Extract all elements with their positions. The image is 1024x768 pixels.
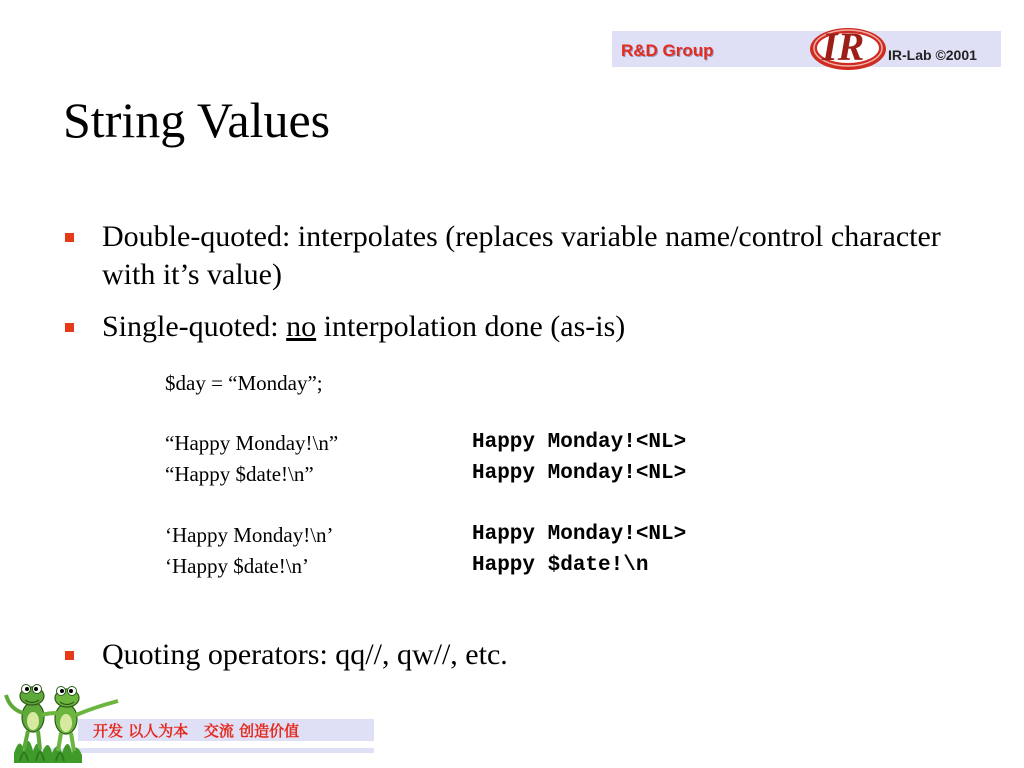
bullet-text: Double-quoted: interpolates (replaces variable name/control character with it’s value)	[102, 220, 941, 291]
bullet-text: Quoting operators: qq//, qw//, etc.	[102, 638, 508, 671]
lab-label: IR-Lab ©2001	[888, 47, 977, 63]
code-result: Happy Monday!<NL>	[472, 523, 687, 546]
logo-letters: IR	[822, 24, 865, 69]
code-result: Happy Monday!<NL>	[472, 431, 687, 454]
code-result: Happy $date!\n	[472, 554, 649, 577]
code-result: Happy Monday!<NL>	[472, 462, 687, 485]
bullet-quoting-operators	[102, 636, 962, 674]
bullet-square-icon	[65, 323, 74, 332]
code-expression: “Happy Monday!\n”	[165, 431, 339, 455]
bullet-text-suffix: interpolation done (as-is)	[316, 310, 626, 343]
ir-lab-logo-icon	[808, 18, 904, 74]
group-label: R&D Group	[621, 41, 714, 60]
bullet-square-icon	[65, 651, 74, 660]
code-expression: ‘Happy Monday!\n’	[165, 523, 334, 547]
bullet-text-prefix: Single-quoted:	[102, 310, 287, 343]
frogs-icon	[0, 665, 130, 768]
code-assignment: $day = “Monday”;	[165, 371, 323, 395]
bullet-text-emphasis: no	[286, 310, 317, 343]
bullet-double-quoted	[102, 218, 962, 294]
code-expression: ‘Happy $date!\n’	[165, 554, 310, 578]
footer-motto: 开发 以人为本 交流 创造价值	[93, 722, 300, 740]
slide-title: String Values	[63, 92, 331, 148]
bullet-single-quoted	[102, 308, 962, 346]
code-expression: “Happy $date!\n”	[165, 462, 314, 486]
bullet-square-icon	[65, 233, 74, 242]
